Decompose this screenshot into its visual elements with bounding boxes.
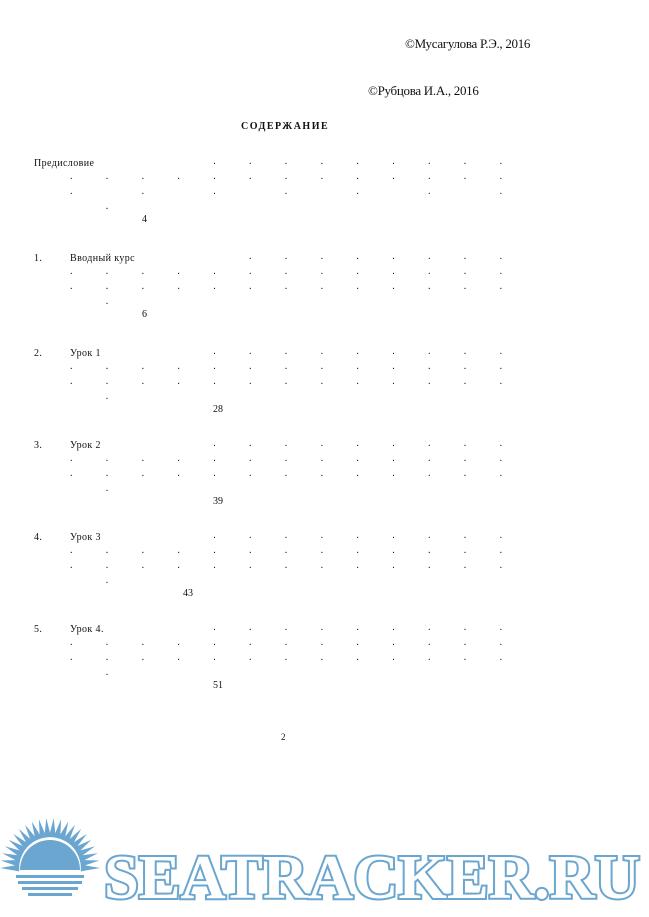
toc-leader-dot: . bbox=[356, 652, 359, 663]
toc-leader-dot: . bbox=[141, 560, 145, 571]
toc-leader-dot: . bbox=[463, 376, 467, 387]
toc-leader-dot: . bbox=[213, 156, 216, 167]
toc-leader-dot: . bbox=[499, 530, 503, 541]
toc-leader-dot: . bbox=[356, 156, 359, 167]
toc-leader-dot: . bbox=[213, 376, 216, 387]
toc-leader-dot: . bbox=[499, 468, 503, 479]
toc-leader-dot: . bbox=[105, 376, 109, 387]
toc-leader-dot: . bbox=[356, 438, 359, 449]
page-number: 2 bbox=[281, 732, 286, 742]
toc-leader-dot: . bbox=[499, 453, 503, 464]
toc-entry-title: Вводный курс bbox=[70, 253, 136, 264]
toc-leader-dot: . bbox=[392, 251, 395, 262]
toc-leader-dot: . bbox=[284, 530, 288, 541]
toc-leader-dot: . bbox=[392, 622, 395, 633]
toc-leader-dot: . bbox=[284, 637, 288, 648]
toc-leader-dot: . bbox=[284, 652, 288, 663]
toc-leader-dot: . bbox=[70, 545, 73, 556]
toc-leader-dot: . bbox=[320, 281, 324, 292]
toc-leader-dot: . bbox=[105, 453, 109, 464]
toc-leader-dot: . bbox=[428, 346, 431, 357]
toc-leader-dot: . bbox=[177, 171, 180, 182]
toc-leader-dot: . bbox=[320, 438, 324, 449]
toc-leader-dot: . bbox=[392, 530, 395, 541]
toc-leader-dot: . bbox=[356, 171, 359, 182]
sun-icon bbox=[0, 818, 100, 896]
toc-leader-dot: . bbox=[249, 560, 252, 571]
toc-leader-dot: . bbox=[213, 530, 216, 541]
toc-leader-dot: . bbox=[105, 575, 109, 586]
toc-leader-dot: . bbox=[356, 468, 359, 479]
toc-leader-dot: . bbox=[356, 266, 359, 277]
toc-leader-dot: . bbox=[320, 468, 324, 479]
toc-leader-dot: . bbox=[428, 171, 431, 182]
toc-leader-dot: . bbox=[177, 376, 180, 387]
toc-leader-dot: . bbox=[392, 156, 395, 167]
toc-leader-dot: . bbox=[70, 171, 73, 182]
toc-leader-dot: . bbox=[141, 545, 145, 556]
toc-leader-dot: . bbox=[177, 637, 180, 648]
toc-leader-dot: . bbox=[141, 186, 145, 197]
toc-leader-dot: . bbox=[428, 251, 431, 262]
toc-leader-dot: . bbox=[392, 453, 395, 464]
toc-leader-dot: . bbox=[213, 361, 216, 372]
toc-leader-dot: . bbox=[177, 266, 180, 277]
toc-leader-dot: . bbox=[249, 281, 252, 292]
toc-leader-dot: . bbox=[392, 171, 395, 182]
toc-leader-dot: . bbox=[392, 266, 395, 277]
toc-leader-dot: . bbox=[320, 171, 324, 182]
toc-leader-dot: . bbox=[105, 652, 109, 663]
toc-entry-title: Урок 2 bbox=[70, 440, 101, 451]
toc-leader-dot: . bbox=[70, 637, 73, 648]
toc-leader-dot: . bbox=[356, 346, 359, 357]
toc-leader-dot: . bbox=[428, 361, 431, 372]
toc-leader-dot: . bbox=[320, 652, 324, 663]
toc-entry-page: 4 bbox=[142, 214, 147, 225]
toc-leader-dot: . bbox=[213, 652, 216, 663]
toc-leader-dot: . bbox=[428, 637, 431, 648]
toc-leader-dot: . bbox=[70, 186, 73, 197]
toc-leader-dot: . bbox=[428, 438, 431, 449]
toc-leader-dot: . bbox=[392, 376, 395, 387]
toc-leader-dot: . bbox=[284, 361, 288, 372]
toc-leader-dot: . bbox=[356, 637, 359, 648]
toc-leader-dot: . bbox=[177, 453, 180, 464]
toc-leader-dot: . bbox=[463, 468, 467, 479]
toc-leader-dot: . bbox=[105, 483, 109, 494]
toc-leader-dot: . bbox=[141, 171, 145, 182]
toc-leader-dot: . bbox=[213, 171, 216, 182]
toc-leader-dot: . bbox=[249, 266, 252, 277]
toc-leader-dot: . bbox=[356, 376, 359, 387]
toc-leader-dot: . bbox=[428, 468, 431, 479]
toc-leader-dot: . bbox=[105, 468, 109, 479]
toc-leader-dot: . bbox=[463, 637, 467, 648]
toc-leader-dot: . bbox=[356, 251, 359, 262]
toc-title: СОДЕРЖАНИЕ bbox=[241, 121, 330, 132]
toc-leader-dot: . bbox=[356, 281, 359, 292]
toc-leader-dot: . bbox=[463, 251, 467, 262]
toc-leader-dot: . bbox=[499, 186, 503, 197]
toc-leader-dot: . bbox=[428, 156, 431, 167]
toc-leader-dot: . bbox=[356, 622, 359, 633]
toc-leader-dot: . bbox=[249, 171, 252, 182]
toc-leader-dot: . bbox=[141, 453, 145, 464]
toc-leader-dot: . bbox=[499, 361, 503, 372]
toc-leader-dot: . bbox=[392, 438, 395, 449]
toc-leader-dot: . bbox=[320, 453, 324, 464]
toc-leader-dot: . bbox=[213, 438, 216, 449]
toc-leader-dot: . bbox=[428, 545, 431, 556]
toc-leader-dot: . bbox=[499, 251, 503, 262]
toc-leader-dot: . bbox=[463, 453, 467, 464]
toc-entry-page: 51 bbox=[213, 680, 223, 691]
copyright-line: ©Мусагулова Р.Э., 2016 bbox=[405, 36, 531, 51]
toc-leader-dot: . bbox=[463, 361, 467, 372]
toc-leader-dot: . bbox=[463, 652, 467, 663]
toc-leader-dot: . bbox=[392, 281, 395, 292]
toc-entry-title: Урок 3 bbox=[70, 532, 101, 543]
toc-leader-dot: . bbox=[320, 266, 324, 277]
toc-leader-dot: . bbox=[463, 171, 467, 182]
toc-leader-dot: . bbox=[499, 637, 503, 648]
toc-leader-dot: . bbox=[284, 281, 288, 292]
toc-leader-dot: . bbox=[428, 560, 431, 571]
toc-leader-dot: . bbox=[320, 361, 324, 372]
toc-leader-dot: . bbox=[70, 361, 73, 372]
toc-entry-number: 5. bbox=[34, 624, 43, 635]
toc-leader-dot: . bbox=[392, 361, 395, 372]
toc-leader-dot: . bbox=[105, 266, 109, 277]
toc-leader-dot: . bbox=[284, 468, 288, 479]
toc-leader-dot: . bbox=[249, 438, 252, 449]
toc-leader-dot: . bbox=[392, 637, 395, 648]
toc-leader-dot: . bbox=[249, 376, 252, 387]
toc-leader-dot: . bbox=[284, 156, 288, 167]
toc-leader-dot: . bbox=[463, 530, 467, 541]
toc-leader-dot: . bbox=[392, 560, 395, 571]
toc-leader-dot: . bbox=[249, 652, 252, 663]
toc-leader-dot: . bbox=[284, 545, 288, 556]
toc-leader-dot: . bbox=[463, 622, 467, 633]
toc-leader-dot: . bbox=[177, 281, 180, 292]
toc-leader-dot: . bbox=[499, 545, 503, 556]
watermark-text: SEATRACKER.RU bbox=[104, 844, 640, 912]
toc-leader-dot: . bbox=[463, 156, 467, 167]
toc-leader-dot: . bbox=[105, 391, 109, 402]
toc-leader-dot: . bbox=[141, 652, 145, 663]
toc-leader-dot: . bbox=[213, 453, 216, 464]
toc-leader-dot: . bbox=[320, 156, 324, 167]
toc-leader-dot: . bbox=[428, 266, 431, 277]
toc-leader-dot: . bbox=[499, 171, 503, 182]
toc-leader-dot: . bbox=[428, 652, 431, 663]
toc-leader-dot: . bbox=[463, 346, 467, 357]
toc-leader-dot: . bbox=[70, 281, 73, 292]
toc-leader-dot: . bbox=[213, 346, 216, 357]
toc-leader-dot: . bbox=[284, 376, 288, 387]
toc-leader-dot: . bbox=[428, 622, 431, 633]
toc-entry-number: 2. bbox=[34, 348, 43, 359]
toc-leader-dot: . bbox=[105, 667, 109, 678]
toc-leader-dot: . bbox=[392, 346, 395, 357]
toc-leader-dot: . bbox=[499, 376, 503, 387]
toc-entry-page: 43 bbox=[183, 588, 193, 599]
toc-leader-dot: . bbox=[70, 560, 73, 571]
toc-leader-dot: . bbox=[499, 156, 503, 167]
toc-leader-dot: . bbox=[499, 266, 503, 277]
toc-leader-dot: . bbox=[320, 530, 324, 541]
toc-leader-dot: . bbox=[428, 453, 431, 464]
toc-leader-dot: . bbox=[249, 622, 252, 633]
toc-leader-dot: . bbox=[320, 545, 324, 556]
toc-leader-dot: . bbox=[177, 652, 180, 663]
toc-leader-dot: . bbox=[213, 560, 216, 571]
toc-leader-dot: . bbox=[177, 361, 180, 372]
toc-entry-page: 28 bbox=[213, 404, 223, 415]
toc-leader-dot: . bbox=[213, 266, 216, 277]
toc-leader-dot: . bbox=[249, 545, 252, 556]
toc-leader-dot: . bbox=[428, 530, 431, 541]
toc-leader-dot: . bbox=[320, 560, 324, 571]
toc-leader-dot: . bbox=[320, 346, 324, 357]
toc-leader-dot: . bbox=[463, 438, 467, 449]
toc-entry-title: Урок 1 bbox=[70, 348, 101, 359]
toc-leader-dot: . bbox=[499, 346, 503, 357]
toc-leader-dot: . bbox=[428, 376, 431, 387]
toc-leader-dot: . bbox=[213, 468, 216, 479]
toc-leader-dot: . bbox=[249, 453, 252, 464]
toc-leader-dot: . bbox=[284, 346, 288, 357]
toc-leader-dot: . bbox=[428, 281, 431, 292]
toc-leader-dot: . bbox=[356, 186, 359, 197]
toc-leader-dot: . bbox=[356, 560, 359, 571]
toc-leader-dot: . bbox=[213, 622, 216, 633]
toc-leader-dot: . bbox=[499, 652, 503, 663]
toc-leader-dot: . bbox=[213, 637, 216, 648]
toc-leader-dot: . bbox=[213, 545, 216, 556]
toc-leader-dot: . bbox=[141, 361, 145, 372]
toc-leader-dot: . bbox=[463, 281, 467, 292]
toc-leader-dot: . bbox=[249, 637, 252, 648]
toc-leader-dot: . bbox=[284, 622, 288, 633]
toc-leader-dot: . bbox=[284, 438, 288, 449]
toc-leader-dot: . bbox=[105, 281, 109, 292]
toc-leader-dot: . bbox=[141, 376, 145, 387]
toc-leader-dot: . bbox=[284, 171, 288, 182]
toc-leader-dot: . bbox=[284, 560, 288, 571]
toc-leader-dot: . bbox=[70, 652, 73, 663]
toc-leader-dot: . bbox=[105, 545, 109, 556]
toc-leader-dot: . bbox=[141, 266, 145, 277]
toc-leader-dot: . bbox=[70, 376, 73, 387]
toc-entry-title: Предисловие bbox=[34, 158, 95, 169]
toc-leader-dot: . bbox=[177, 545, 180, 556]
toc-leader-dot: . bbox=[356, 361, 359, 372]
toc-leader-dot: . bbox=[141, 281, 145, 292]
toc-leader-dot: . bbox=[392, 652, 395, 663]
toc-entry-page: 39 bbox=[213, 496, 223, 507]
toc-leader-dot: . bbox=[463, 560, 467, 571]
toc-leader-dot: . bbox=[213, 281, 216, 292]
toc-leader-dot: . bbox=[249, 156, 252, 167]
toc-leader-dot: . bbox=[70, 468, 73, 479]
watermark-logo bbox=[0, 812, 649, 917]
toc-leader-dot: . bbox=[177, 468, 180, 479]
toc-leader-dot: . bbox=[105, 361, 109, 372]
toc-leader-dot: . bbox=[428, 186, 431, 197]
toc-leader-dot: . bbox=[105, 296, 109, 307]
toc-leader-dot: . bbox=[356, 545, 359, 556]
toc-leader-dot: . bbox=[284, 251, 288, 262]
toc-leader-dot: . bbox=[70, 453, 73, 464]
copyright-line: ©Рубцова И.А., 2016 bbox=[368, 83, 479, 98]
toc-entry-number: 1. bbox=[34, 253, 43, 264]
toc-leader-dot: . bbox=[249, 346, 252, 357]
toc-entry-number: 3. bbox=[34, 440, 43, 451]
toc-leader-dot: . bbox=[249, 361, 252, 372]
toc-leader-dot: . bbox=[392, 468, 395, 479]
toc-leader-dot: . bbox=[320, 376, 324, 387]
toc-leader-dot: . bbox=[141, 468, 145, 479]
toc-entry-number: 4. bbox=[34, 532, 43, 543]
toc-leader-dot: . bbox=[249, 468, 252, 479]
toc-entry-title: Урок 4. bbox=[70, 624, 104, 635]
toc-leader-dot: . bbox=[499, 560, 503, 571]
toc-leader-dot: . bbox=[177, 560, 180, 571]
toc-leader-dot: . bbox=[284, 266, 288, 277]
toc-leader-dot: . bbox=[105, 201, 109, 212]
toc-leader-dot: . bbox=[463, 266, 467, 277]
toc-leader-dot: . bbox=[105, 637, 109, 648]
toc-leader-dot: . bbox=[249, 530, 252, 541]
toc-leader-dot: . bbox=[463, 545, 467, 556]
toc-leader-dot: . bbox=[249, 251, 252, 262]
toc-leader-dot: . bbox=[105, 171, 109, 182]
toc-leader-dot: . bbox=[499, 438, 503, 449]
toc-entry-page: 6 bbox=[142, 309, 147, 320]
toc-leader-dot: . bbox=[213, 186, 216, 197]
toc-leader-dot: . bbox=[284, 186, 288, 197]
toc-leader-dot: . bbox=[356, 453, 359, 464]
toc-leader-dot: . bbox=[320, 637, 324, 648]
toc-leader-dot: . bbox=[392, 545, 395, 556]
toc-leader-dot: . bbox=[499, 622, 503, 633]
toc-leader-dot: . bbox=[320, 251, 324, 262]
toc-leader-dot: . bbox=[70, 266, 73, 277]
toc-leader-dot: . bbox=[320, 622, 324, 633]
toc-leader-dot: . bbox=[284, 453, 288, 464]
toc-leader-dot: . bbox=[105, 560, 109, 571]
toc-leader-dot: . bbox=[141, 637, 145, 648]
toc-leader-dot: . bbox=[499, 281, 503, 292]
toc-leader-dot: . bbox=[356, 530, 359, 541]
